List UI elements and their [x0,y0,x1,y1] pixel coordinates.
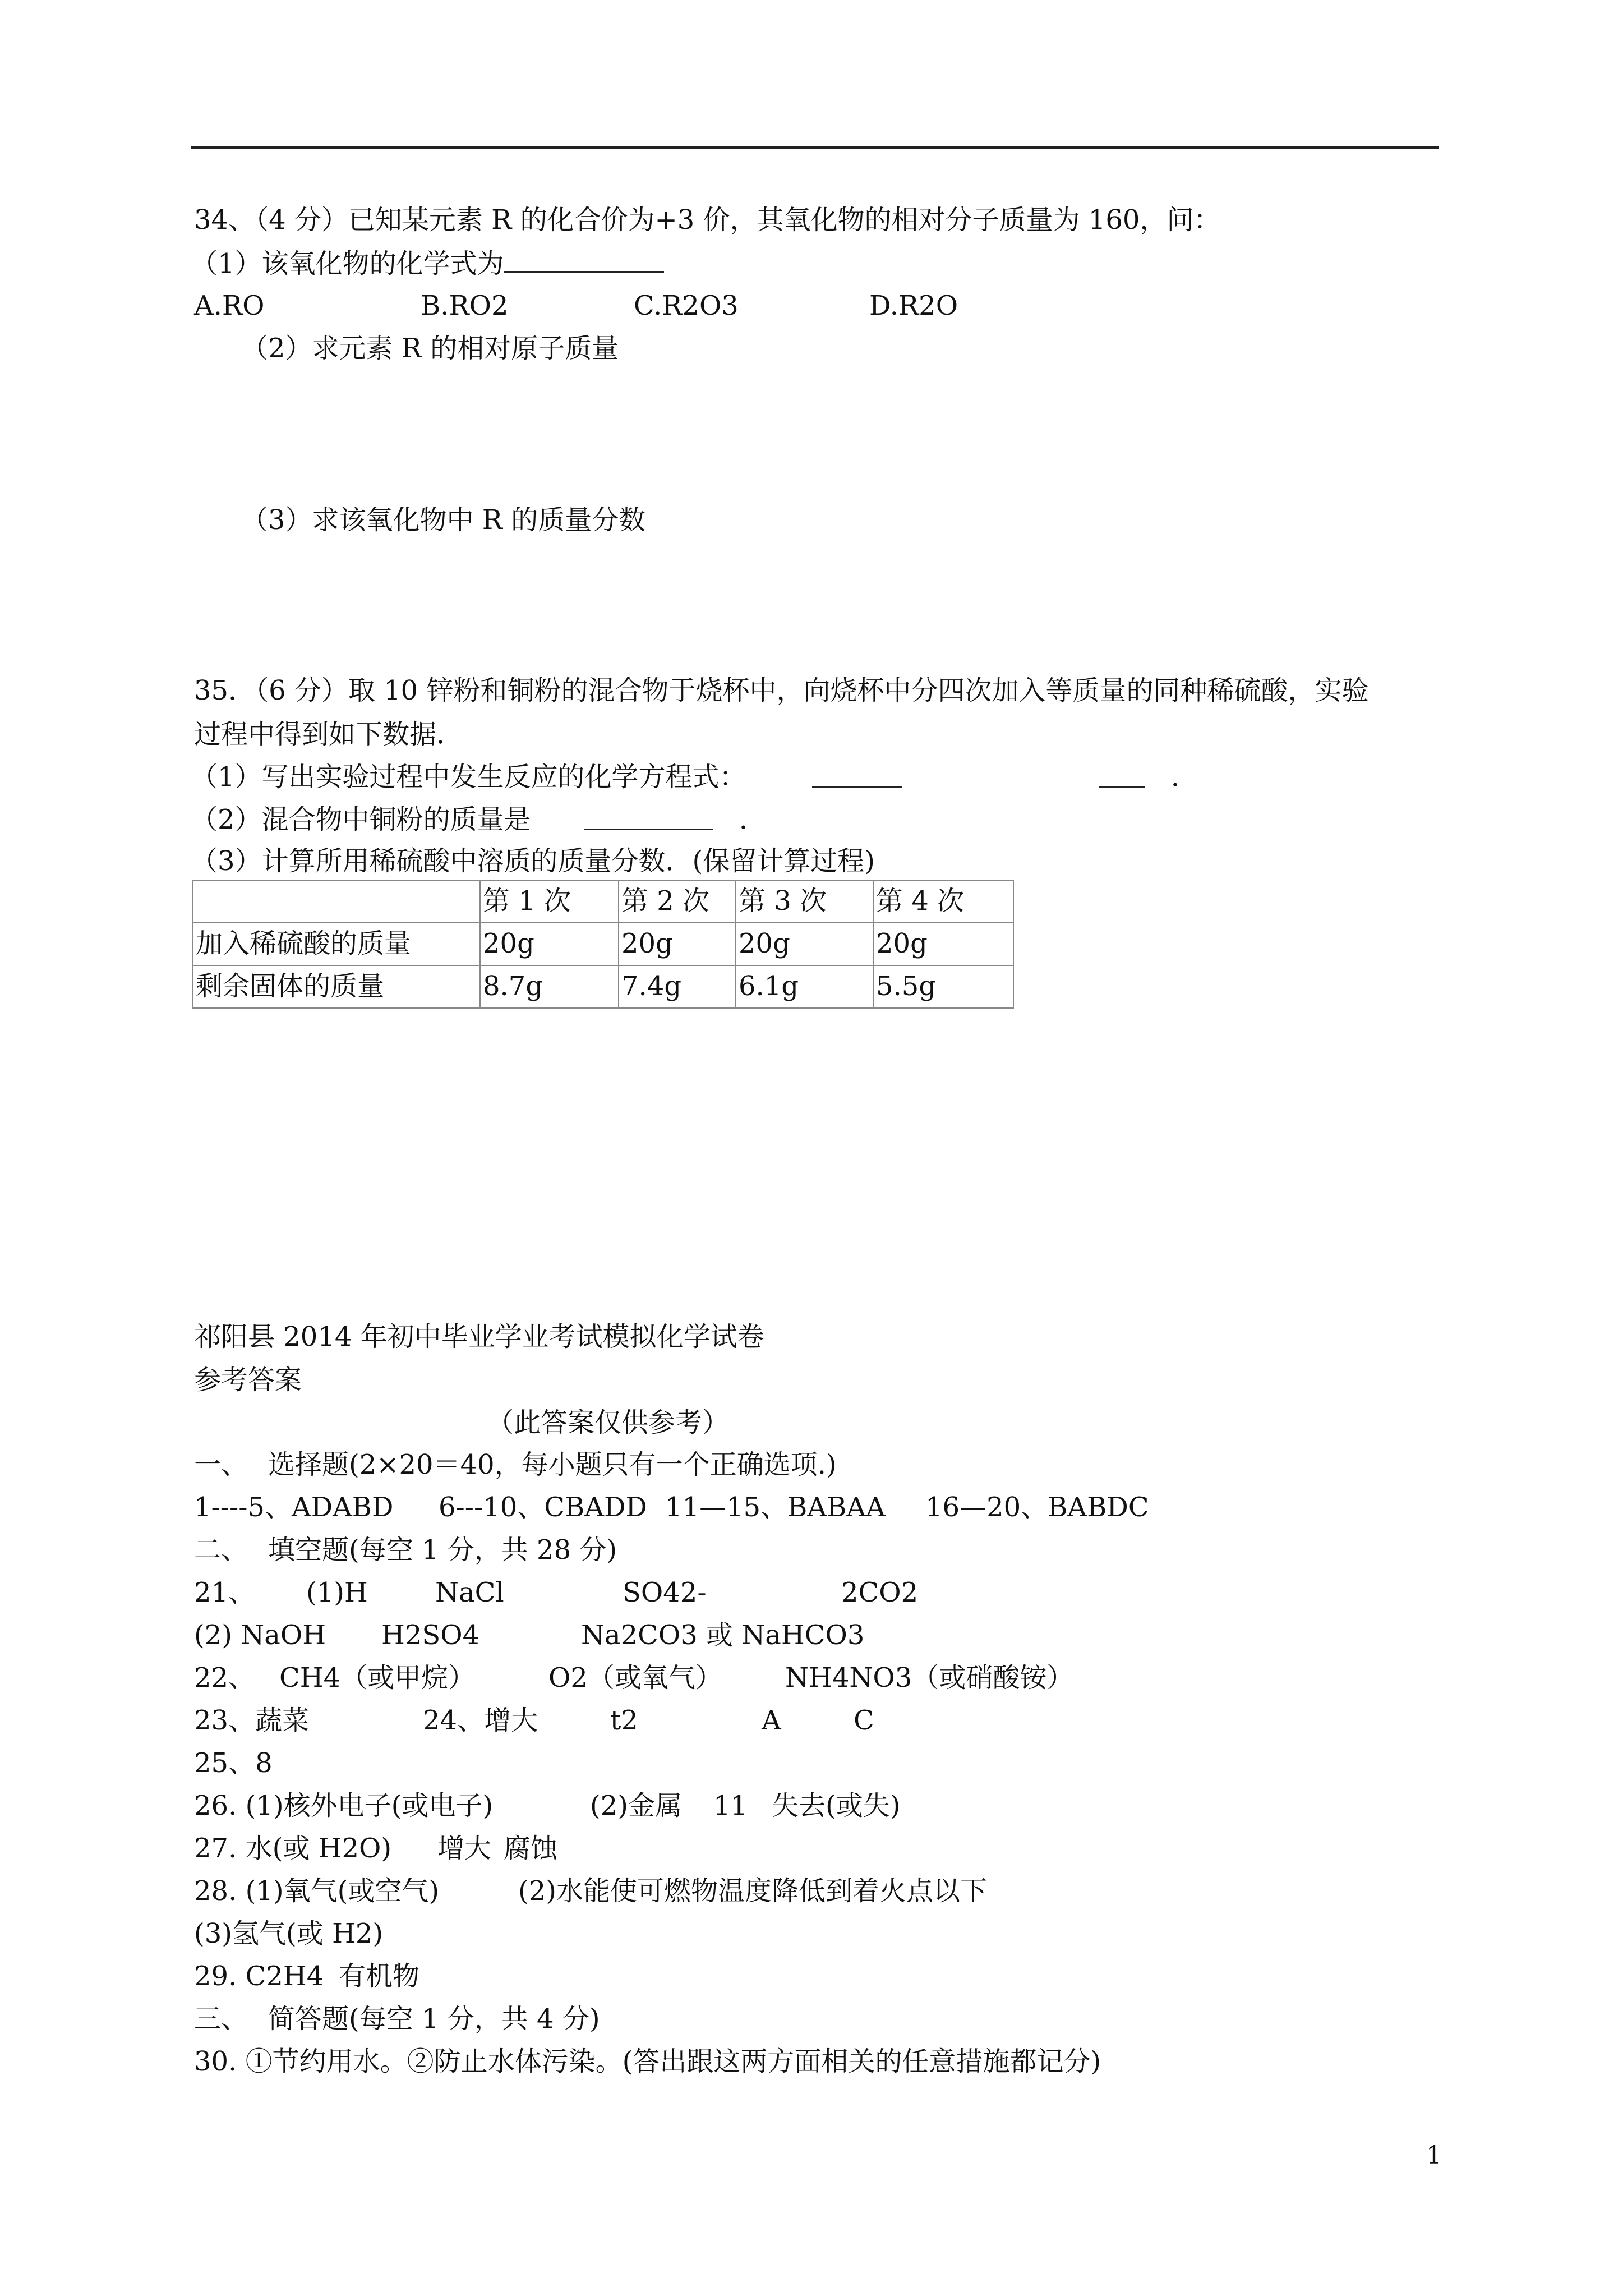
answers-subtitle: 参考答案 [194,1364,302,1396]
table-cell: 8.7g [480,965,619,1008]
q34-option-d: D.R2O [869,290,958,321]
answer-22-item: O2（或氧气） [548,1662,722,1694]
q34-option-a: A.RO [194,290,265,321]
answer-24-item: t2 [610,1705,638,1736]
answers-note: （此答案仅供参考） [487,1407,730,1438]
answer-24-item: C [854,1705,874,1736]
answers-title: 祁阳县 2014 年初中毕业学业考试模拟化学试卷 [194,1321,764,1352]
table-cell: 20g [480,923,619,965]
answer-22-item: CH4（或甲烷） [279,1662,476,1694]
table-cell: 7.4g [619,965,736,1008]
answer-26-item: 失去(或失) [772,1790,901,1821]
table-header-cell: 第 4 次 [873,880,1013,923]
q34-sub2: （2）求元素 R 的相对原子质量 [241,333,619,364]
answer-25: 25、8 [194,1747,273,1779]
table-header-cell: 第 1 次 [480,880,619,923]
section2-heading: 填空题(每空 1 分，共 28 分) [268,1534,617,1566]
answer-blank [1099,761,1145,788]
answer-28b: (3)氢气(或 H2) [194,1918,384,1949]
q35-sub3: （3）计算所用稀硫酸中溶质的质量分数．(保留计算过程) [191,845,875,877]
answer-21b-item: (2) NaOH [194,1619,326,1651]
q34-option-c: C.R2O3 [634,290,739,321]
q34-sub1: （1）该氧化物的化学式为 [191,248,664,280]
q34-stem: 34、（4 分）已知某元素 R 的化合价为+3 价，其氧化物的相对分子质量为 160，问： [194,204,1221,236]
answer-26-item: (2)金属 [590,1790,682,1821]
answer-22-item: NH4NO3（或硝酸铵） [785,1662,1074,1694]
answer-27-item: 腐蚀 [504,1833,558,1864]
answer-30: 30. ①节约用水。②防止水体污染。(答出跟这两方面相关的任意措施都记分) [194,2046,1101,2077]
q35-sub2-period: ． [739,804,767,835]
q35-stem-line2: 过程中得到如下数据． [194,719,464,750]
answer-blank [584,804,713,830]
answer-blank [812,761,902,788]
answer-22-label: 22、 [194,1662,256,1694]
table-cell: 剩余固体的质量 [193,965,480,1008]
mc-answers-1-5: 1----5、ADABD [194,1492,394,1523]
answer-29: 29. C2H4 [194,1961,324,1992]
answer-21-item: 2CO2 [841,1577,919,1608]
answer-23: 23、蔬菜 [194,1705,310,1736]
answer-26: 26. (1)核外电子(或电子) [194,1790,494,1821]
data-table [192,880,1014,1009]
table-header-row [193,880,1013,923]
section1-number: 一、 [194,1449,248,1480]
answer-21b-item: Na2CO3 或 NaHCO3 [581,1619,865,1651]
answer-29-item: 有机物 [339,1961,420,1992]
table-cell: 5.5g [873,965,1013,1008]
table-cell: 20g [736,923,873,965]
answer-21b-item: H2SO4 [381,1619,480,1651]
answer-21-label: 21、 [194,1577,256,1608]
section3-number: 三、 [194,2003,248,2035]
header-rule [191,146,1439,149]
table-cell: 20g [619,923,736,965]
table-header-cell: 第 2 次 [619,880,736,923]
answer-28-item: (2)水能使可燃物温度降低到着火点以下 [518,1875,987,1907]
table-row [193,923,1013,965]
table-cell: 加入稀硫酸的质量 [193,923,480,965]
answer-26-item: 11 [713,1790,748,1821]
page-number: 1 [1426,2141,1442,2170]
q35-sub1: （1）写出实验过程中发生反应的化学方程式： [191,761,746,793]
answer-27: 27. 水(或 H2O) [194,1833,392,1864]
table-header-cell: 第 3 次 [736,880,873,923]
table-cell: 20g [873,923,1013,965]
answer-21-item: SO42- [623,1577,707,1608]
table-cell: 6.1g [736,965,873,1008]
section3-heading: 简答题(每空 1 分，共 4 分) [268,2003,600,2035]
q35-sub2: （2）混合物中铜粉的质量是 [191,804,531,835]
mc-answers-6-10: 6---10、CBADD [439,1492,647,1523]
q35-stem-line1: 35．（6 分）取 10 锌粉和铜粉的混合物于烧杯中，向烧杯中分四次加入等质量的同种稀硫酸，实验 [194,675,1369,706]
answer-28: 28. (1)氧气(或空气) [194,1875,440,1907]
answer-21-item: (1)H [306,1577,368,1608]
table-header-cell [193,880,480,923]
section1-heading: 选择题(2×20＝40，每小题只有一个正确选项.) [268,1449,837,1480]
mc-answers-11-15: 11—15、BABAA [665,1492,886,1523]
answer-24-item: A [762,1705,781,1736]
answer-blank [504,249,664,273]
answer-27-item: 增大 [437,1833,492,1864]
q35-sub1-period: ． [1171,761,1198,793]
mc-answers-16-20: 16—20、BABDC [925,1492,1149,1523]
table-row [193,965,1013,1008]
answer-24: 24、增大 [423,1705,538,1736]
q34-sub3: （3）求该氧化物中 R 的质量分数 [241,504,646,536]
section2-number: 二、 [194,1534,248,1566]
answer-21-item: NaCl [435,1577,504,1608]
q34-option-b: B.RO2 [421,290,509,321]
